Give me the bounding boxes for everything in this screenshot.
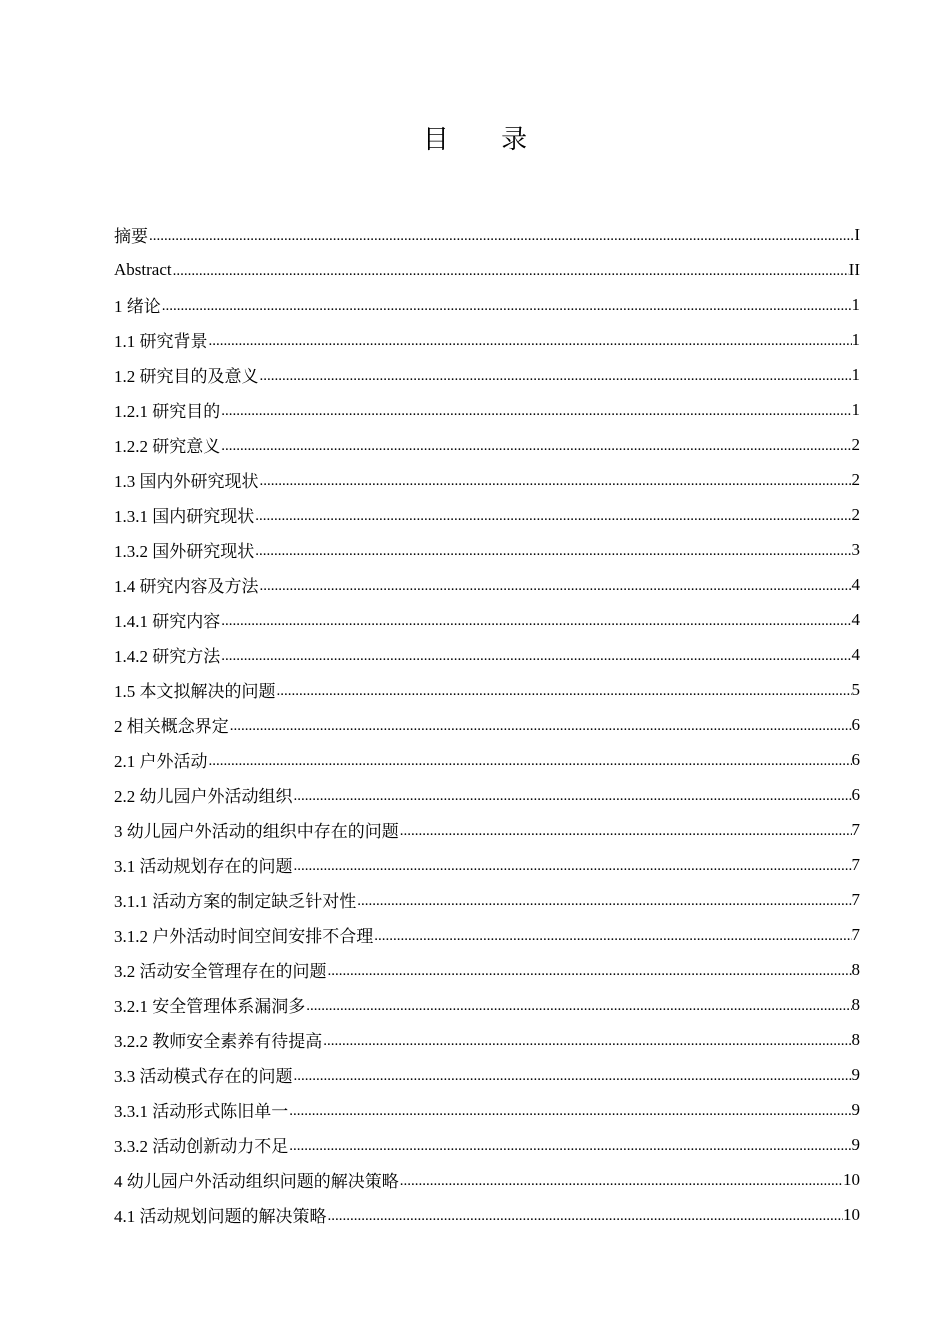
toc-entry-page-number: 5 (851, 679, 860, 699)
toc-entry-label: 3.1.2 户外活动时间空间安排不合理 (114, 927, 374, 946)
toc-dot-leader (288, 1136, 851, 1156)
toc-dot-leader (399, 1171, 843, 1191)
toc-entry[interactable] (114, 602, 860, 637)
toc-entry[interactable] (114, 987, 860, 1022)
toc-entry[interactable] (114, 532, 860, 567)
toc-dot-leader (161, 296, 852, 316)
toc-dot-leader (293, 856, 852, 876)
toc-entry-page-number: 4 (851, 644, 860, 664)
toc-dot-leader (373, 926, 851, 946)
toc-entry-label: 2.1 户外活动 (114, 752, 208, 771)
toc-entry-label: 3.1.1 活动方案的制定缺乏针对性 (114, 892, 357, 911)
toc-entry[interactable] (114, 567, 860, 602)
toc-dot-leader (208, 751, 852, 771)
toc-entry[interactable] (114, 427, 860, 462)
toc-entry-page-number: 8 (851, 1029, 860, 1049)
toc-dot-leader (259, 366, 852, 386)
toc-entry-label: 3.2.1 安全管理体系漏洞多 (114, 997, 306, 1016)
toc-entry[interactable] (114, 357, 860, 392)
toc-entry[interactable] (114, 707, 860, 742)
toc-entry-page-number: 4 (851, 574, 860, 594)
toc-entry-label: 1.1 研究背景 (114, 332, 208, 351)
toc-entry-page-number: 7 (851, 924, 860, 944)
toc-entry-label: 3.3.1 活动形式陈旧单一 (114, 1102, 289, 1121)
toc-entry[interactable] (114, 917, 860, 952)
toc-entry-page-number: 2 (851, 504, 860, 524)
toc-entry-page-number: 9 (851, 1099, 860, 1119)
toc-dot-leader (220, 611, 851, 631)
toc-entry-label: 1.2.1 研究目的 (114, 402, 221, 421)
toc-entry[interactable] (114, 217, 860, 252)
toc-entry[interactable] (114, 1197, 860, 1232)
toc-entry-page-number: 1 (851, 294, 860, 314)
toc-entry-page-number: 7 (851, 819, 860, 839)
toc-entry-label: 1.4.2 研究方法 (114, 647, 221, 666)
toc-entry-label: 3.3.2 活动创新动力不足 (114, 1137, 289, 1156)
toc-entry-label: 1.5 本文拟解决的问题 (114, 682, 276, 701)
toc-entry-page-number: 10 (843, 1204, 860, 1224)
toc-entry-label: 3.3 活动模式存在的问题 (114, 1067, 293, 1086)
toc-entry-page-number: 8 (851, 994, 860, 1014)
toc-entry[interactable] (114, 1092, 860, 1127)
toc-dot-leader (220, 436, 851, 456)
toc-dot-leader (327, 1206, 844, 1226)
toc-entry[interactable] (114, 1022, 860, 1057)
toc-entry-page-number: 1 (851, 364, 860, 384)
toc-entry[interactable] (114, 322, 860, 357)
toc-entry[interactable] (114, 672, 860, 707)
toc-entry-label: 3.2 活动安全管理存在的问题 (114, 962, 327, 981)
toc-entry-page-number: 1 (851, 329, 860, 349)
toc-entry-page-number: 3 (851, 539, 860, 559)
toc-entry[interactable] (114, 1162, 860, 1197)
toc-entry[interactable] (114, 252, 860, 287)
toc-entry[interactable] (114, 952, 860, 987)
toc-entry-label: 1 绪论 (114, 297, 161, 316)
toc-list (114, 217, 860, 1232)
toc-entry-page-number: 1 (851, 399, 860, 419)
toc-dot-leader (276, 681, 852, 701)
toc-entry-label: 2.2 幼儿园户外活动组织 (114, 787, 293, 806)
toc-entry-page-number: 6 (851, 749, 860, 769)
toc-entry[interactable] (114, 812, 860, 847)
toc-dot-leader (229, 716, 852, 736)
toc-dot-leader (293, 786, 852, 806)
toc-dot-leader (356, 891, 851, 911)
toc-title: 目 录 (422, 125, 550, 155)
toc-dot-leader (148, 226, 854, 246)
toc-entry-page-number: 10 (843, 1169, 860, 1189)
toc-entry-page-number: II (848, 259, 860, 279)
toc-entry-label: 1.3 国内外研究现状 (114, 472, 259, 491)
toc-entry-label: 1.2.2 研究意义 (114, 437, 221, 456)
toc-entry-page-number: 9 (851, 1064, 860, 1084)
toc-entry-label: 1.4 研究内容及方法 (114, 577, 259, 596)
toc-entry[interactable] (114, 462, 860, 497)
toc-entry-page-number: 6 (851, 714, 860, 734)
toc-entry[interactable] (114, 742, 860, 777)
toc-entry-label: 2 相关概念界定 (114, 717, 229, 736)
toc-entry[interactable] (114, 1127, 860, 1162)
toc-entry-page-number: 4 (851, 609, 860, 629)
toc-entry[interactable] (114, 1057, 860, 1092)
toc-dot-leader (254, 506, 851, 526)
toc-dot-leader (399, 821, 852, 841)
toc-entry-page-number: 2 (851, 434, 860, 454)
toc-entry[interactable] (114, 287, 860, 322)
toc-entry-page-number: 6 (851, 784, 860, 804)
toc-entry[interactable] (114, 637, 860, 672)
toc-entry-label: 3.2.2 教师安全素养有待提高 (114, 1032, 323, 1051)
toc-entry-label: 4.1 活动规划问题的解决策略 (114, 1207, 327, 1226)
toc-entry[interactable] (114, 497, 860, 532)
toc-entry[interactable] (114, 777, 860, 812)
toc-entry-page-number: 2 (851, 469, 860, 489)
toc-dot-leader (259, 471, 852, 491)
toc-entry-label: 1.3.1 国内研究现状 (114, 507, 255, 526)
toc-dot-leader (208, 331, 852, 351)
toc-dot-leader (259, 576, 852, 596)
toc-entry-page-number: 7 (851, 889, 860, 909)
toc-entry[interactable] (114, 392, 860, 427)
toc-dot-leader (288, 1101, 851, 1121)
toc-dot-leader (327, 961, 852, 981)
toc-entry-label: 1.3.2 国外研究现状 (114, 542, 255, 561)
toc-dot-leader (322, 1031, 851, 1051)
toc-entry-page-number: 8 (851, 959, 860, 979)
toc-dot-leader (220, 401, 851, 421)
toc-entry-page-number: 7 (851, 854, 860, 874)
toc-dot-leader (305, 996, 851, 1016)
toc-entry-label: 3 幼儿园户外活动的组织中存在的问题 (114, 822, 399, 841)
toc-dot-leader (293, 1066, 852, 1086)
toc-entry-label: 3.1 活动规划存在的问题 (114, 857, 293, 876)
toc-entry-label: 1.4.1 研究内容 (114, 612, 221, 631)
toc-entry-label: Abstract (114, 259, 172, 279)
toc-entry-page-number: I (854, 224, 860, 244)
toc-entry-page-number: 9 (851, 1134, 860, 1154)
toc-dot-leader (254, 541, 851, 561)
toc-entry-label: 摘要 (114, 227, 148, 246)
toc-entry[interactable] (114, 882, 860, 917)
toc-entry-label: 4 幼儿园户外活动组织问题的解决策略 (114, 1172, 399, 1191)
toc-entry-label: 1.2 研究目的及意义 (114, 367, 259, 386)
toc-dot-leader (220, 646, 851, 666)
toc-dot-leader (172, 261, 849, 281)
toc-entry[interactable] (114, 847, 860, 882)
